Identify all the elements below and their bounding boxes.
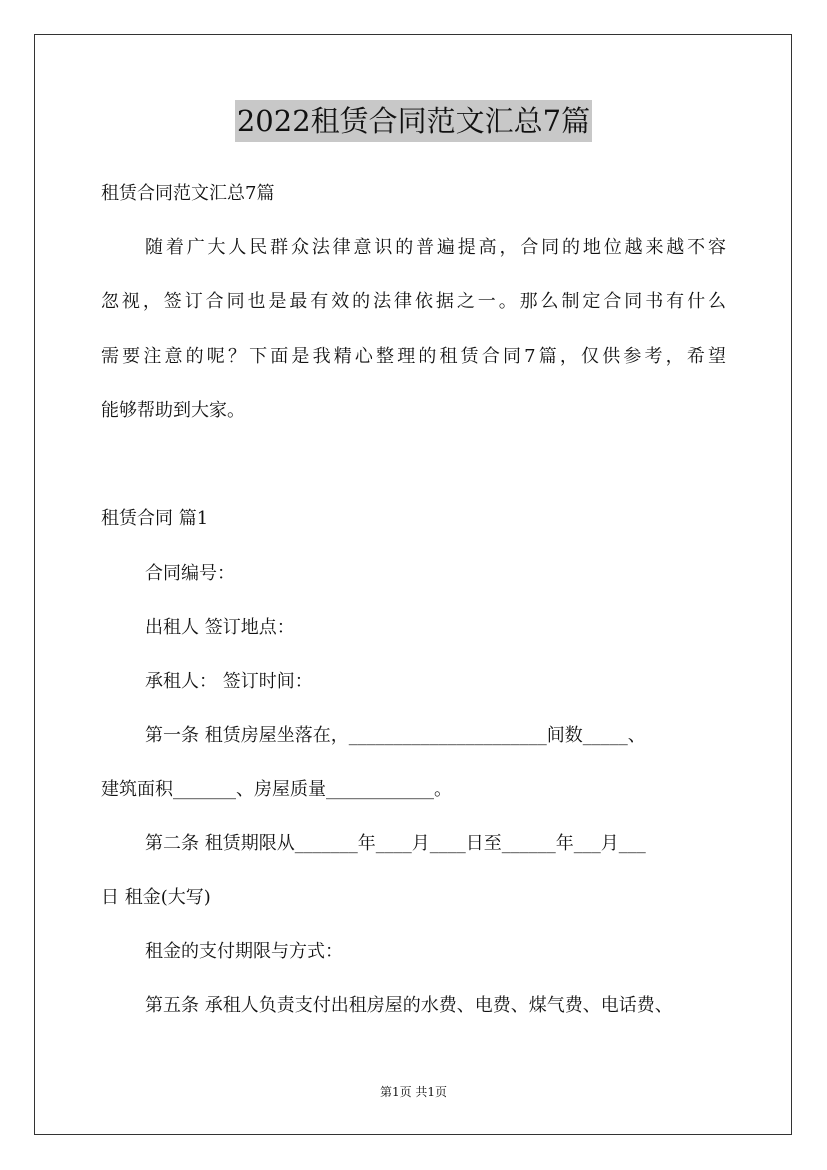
article-1-line-1: 第一条 租赁房屋坐落在，______________________间数_____、 <box>145 725 646 746</box>
intro-line-4: 能够帮助到大家。 <box>101 400 245 421</box>
lessee-line: 承租人： 签订时间： <box>145 671 313 692</box>
page-footer: 第1页 共1页 <box>379 1085 448 1099</box>
intro-line-2: 忽视，签订合同也是最有效的法律依据之一。那么制定合同书有什么 <box>101 291 726 312</box>
lessor-line: 出租人 签订地点： <box>145 617 295 638</box>
contract-number-label: 合同编号： <box>145 563 235 584</box>
article-1-line-2: 建筑面积_______、房屋质量____________。 <box>101 779 452 800</box>
document-title: 2022租赁合同范文汇总7篇 <box>235 100 592 142</box>
document-subtitle: 租赁合同范文汇总7篇 <box>101 183 275 204</box>
payment-terms-line: 租金的支付期限与方式： <box>145 941 343 962</box>
section-heading: 租赁合同 篇1 <box>101 508 209 529</box>
intro-line-3: 需要注意的呢？下面是我精心整理的租赁合同7篇，仅供参考，希望 <box>101 346 726 367</box>
title-container <box>0 100 827 142</box>
intro-line-1: 随着广大人民群众法律意识的普遍提高，合同的地位越来越不容 <box>145 237 726 258</box>
article-2-line-2: 日 租金(大写) <box>101 887 211 908</box>
article-2-line-1: 第二条 租赁期限从_______年____月____日至______年___月___ <box>145 833 646 854</box>
article-5-line-1: 第五条 承租人负责支付出租房屋的水费、电费、煤气费、电话费、 <box>145 995 673 1016</box>
